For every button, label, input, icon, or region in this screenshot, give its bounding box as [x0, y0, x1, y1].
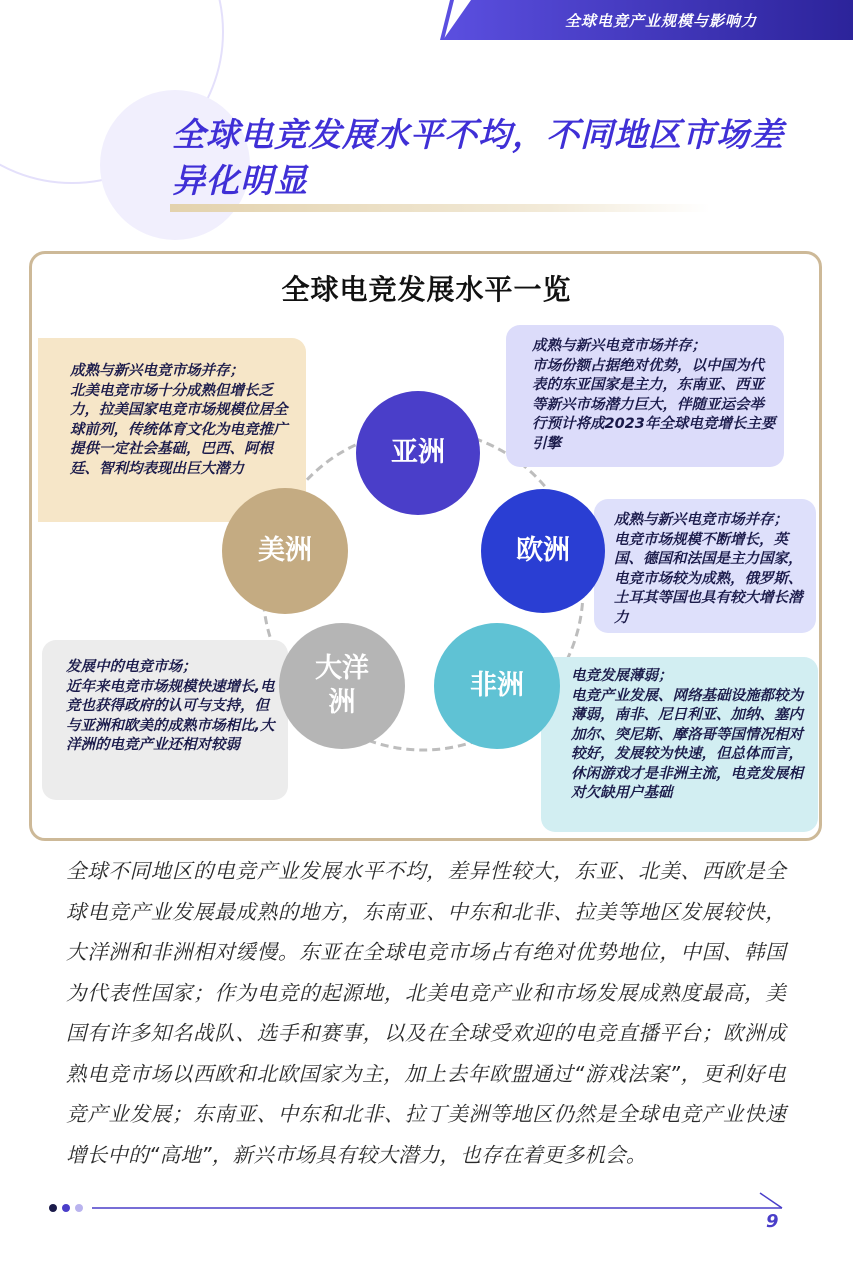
europe-circle: 欧洲	[481, 489, 605, 613]
africa-circle: 非洲	[434, 623, 560, 749]
page-number: 9	[766, 1211, 779, 1232]
panel-title: 全球电竞发展水平一览	[281, 273, 572, 306]
europe-info-box: 成熟与新兴电竞市场并存； 电竞市场规模不断增长，英国、德国和法国是主力国家，电竞市场较为成熟，俄罗斯、土耳其等国也具有较大增长潜力	[594, 499, 816, 633]
americas-info-box: 成熟与新兴电竞市场并存； 北美电竞市场十分成熟但增长乏力，拉美国家电竞市场规模位居全球前列，传统体育文化为电竞推广提供一定社会基础，巴西、阿根廷、智利均表现出巨大潜力	[38, 338, 306, 522]
header-title: 全球电竞产业规模与影响力	[564, 12, 757, 30]
oceania-info-box: 发展中的电竞市场； 近年来电竞市场规模快速增长,电竞也获得政府的认可与支持，但与亚洲和欧美的成熟市场相比,大洋洲的电竞产业还相对较弱	[42, 640, 288, 800]
africa-info-box: 电竞发展薄弱； 电竞产业发展、网络基础设施都较为薄弱，南非、尼日利亚、加纳、塞内加尔、突尼斯、摩洛哥等国情况相对较好，发展较为快速，但总体而言，休闲游戏才是非洲主流，电竞发展相对欠缺用户基础	[541, 657, 818, 832]
body-paragraph: 全球不同地区的电竞产业发展水平不均，差异性较大，东亚、北美、西欧是全球电竞产业发展最成熟的地方，东南亚、中东和北非、拉美等地区发展较快，大洋洲和非洲相对缓慢。东亚在全球电竞市场占有绝对优势地位，中国、韩国为代表性国家；作为电竞的起源地，北美电竞产业和市场发展成熟度最高，美国有许多知名战队、选手和赛事，以及在全球受欢迎的电竞直播平台；欧洲成熟电竞市场以西欧和北欧国家为主，加上去年欧盟通过“游戏法案”，更利好电竞产业发展；东南亚、中东和北非、拉丁美洲等地区仍然是全球电竞产业快速增长中的“高地”，新兴市场具有较大潜力，也存在着更多机会。	[66, 859, 786, 1167]
asia-info-box: 成熟与新兴电竞市场并存； 市场份额占据绝对优势，以中国为代表的东亚国家是主力，东南亚、西亚等新兴市场潜力巨大，伴随亚运会举行预计将成2023年全球电竞增长主要引擎	[506, 325, 784, 467]
asia-circle: 亚洲	[356, 391, 480, 515]
americas-circle: 美洲	[222, 488, 348, 614]
oceania-circle: 大洋 洲	[279, 623, 405, 749]
page-heading: 全球电竞发展水平不均，不同地区市场差异化明显	[172, 115, 784, 200]
